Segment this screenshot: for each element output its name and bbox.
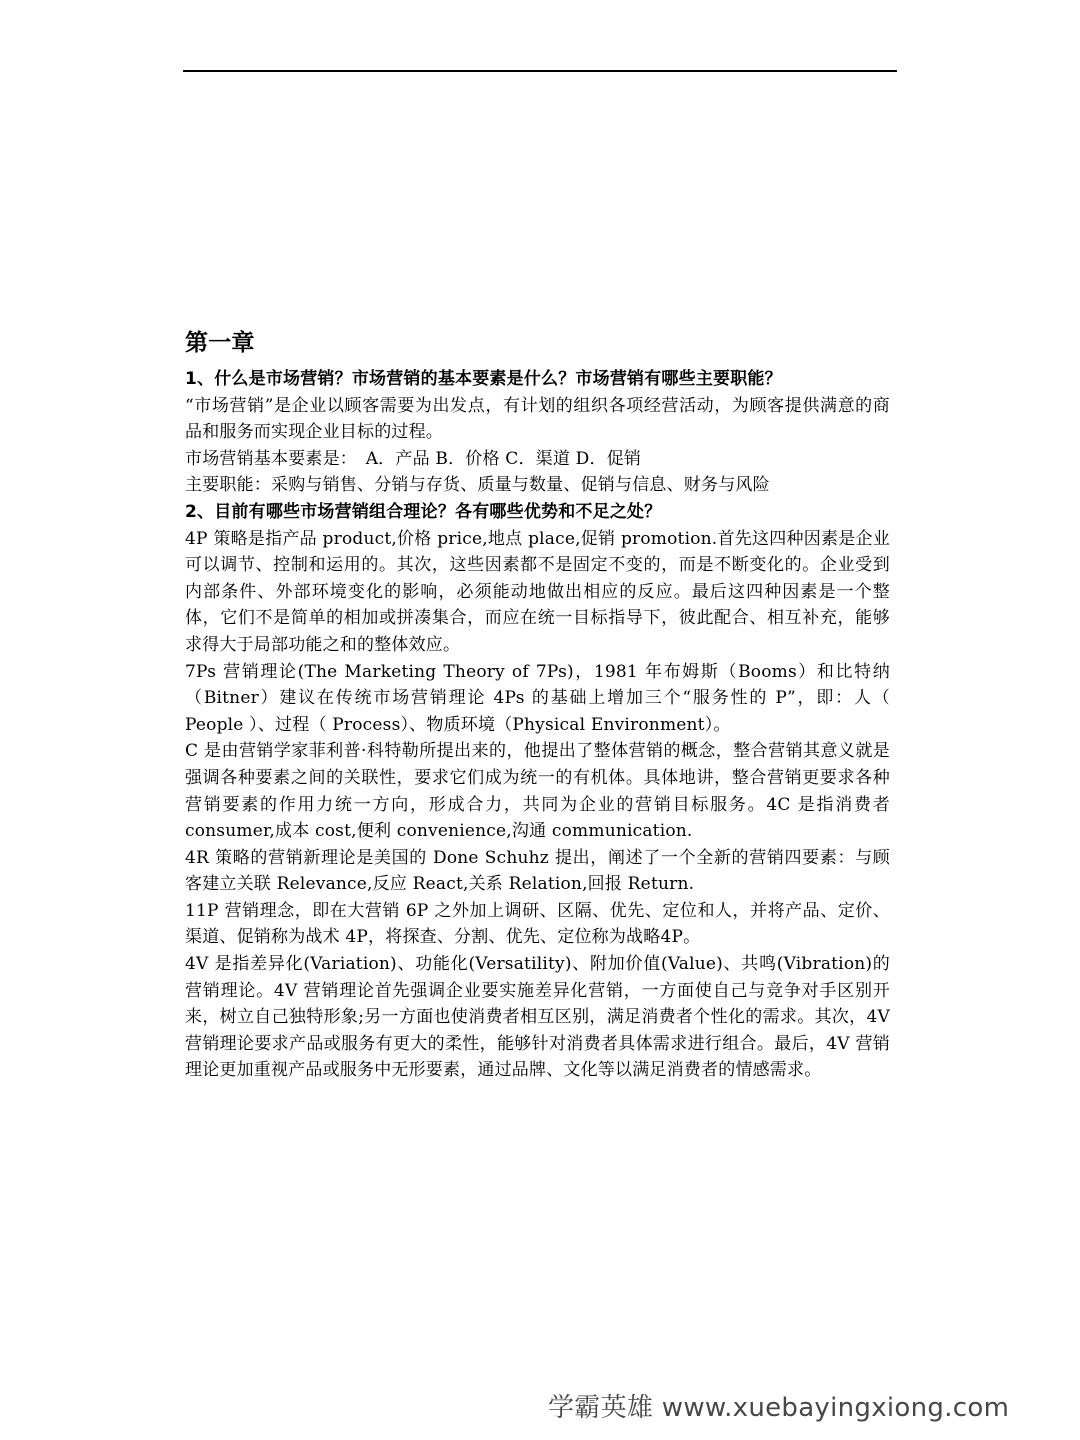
- theory-4r: 4R 策略的营销新理论是美国的 Done Schuhz 提出，阐述了一个全新的营销四要素：与顾客建立关联 Relevance,反应 React,关系 Relation,回报 Return.: [185, 847, 890, 895]
- theory-4v: 4V 是指差异化(Variation)、功能化(Versatility)、附加价值(Value)、共鸣(Vibration)的营销理论。4V 营销理论首先强调企业要实施差异化营销，一方面使自己与竞争对手区别开来，树立自己独特形象;另一方面也使消费者相互区别，满足消费者个性化的需求。其次，4V 营销理论要求产品或服务有更大的柔性，能够针对消费者具体需求进行组合。最后，4V 营销理论更加重视产品或服务中无形要素，通过品牌、文化等以满足消费者的情感需求。: [185, 954, 890, 1081]
- marketing-elements: 市场营销基本要素是： A．产品 B．价格 C．渠道 D．促销: [185, 448, 642, 469]
- theory-11p: 11P 营销理念，即在大营销 6P 之外加上调研、区隔、优先、定位和人，并将产品、定价、渠道、促销称为战术 4P，将探查、分割、优先、定位称为战略4P。: [185, 900, 890, 948]
- header-rule: [183, 70, 897, 72]
- question-1: 1、什么是市场营销？市场营销的基本要素是什么？市场营销有哪些主要职能？: [185, 369, 782, 389]
- marketing-definition: “市场营销”是企业以顾客需要为出发点，有计划的组织各项经营活动，为顾客提供满意的商品和服务而实现企业目标的过程。: [185, 395, 890, 443]
- chapter-title: 第一章: [185, 330, 255, 356]
- theory-4p: 4P 策略是指产品 product,价格 price,地点 place,促销 promotion.首先这四种因素是企业可以调节、控制和运用的。其次，这些因素都不是固定不变的，而是不断变化的。企业受到内部条件、外部环境变化的影响，必须能动地做出相应的反应。最后这四种因素是一个整体，它们不是简单的相加或拼凑集合，而应在统一目标指导下，彼此配合、相互补充，能够求得大于局部功能之和的整体效应。: [185, 528, 890, 655]
- theory-7ps: 7Ps 营销理论(The Marketing Theory of 7Ps)，1981 年布姆斯（Booms）和比特纳（Bitner）建议在传统市场营销理论 4Ps 的基础上增加三个“服务性的 P”，即：人（ People ）、过程（ Process）、物质环境（Physical Environment）。: [185, 661, 890, 735]
- theory-4c: C 是由营销学家菲利普·科特勒所提出来的，他提出了整体营销的概念，整合营销其意义就是强调各种要素之间的关联性，要求它们成为统一的有机体。具体地讲，整合营销更要求各种营销要素的作用力统一方向，形成合力，共同为企业的营销目标服务。4C 是指消费者 consumer,成本 cost,便利 convenience,沟通 communication.: [185, 741, 890, 842]
- site-watermark: 学霸英雄 www.xuebayingxiong.com: [548, 1393, 1010, 1423]
- question-2: 2、目前有哪些市场营销组合理论？各有哪些优势和不足之处？: [185, 501, 662, 522]
- marketing-functions: 主要职能：采购与销售、分销与存货、质量与数量、促销与信息、财务与风险: [185, 475, 770, 496]
- document-body: [185, 326, 890, 1084]
